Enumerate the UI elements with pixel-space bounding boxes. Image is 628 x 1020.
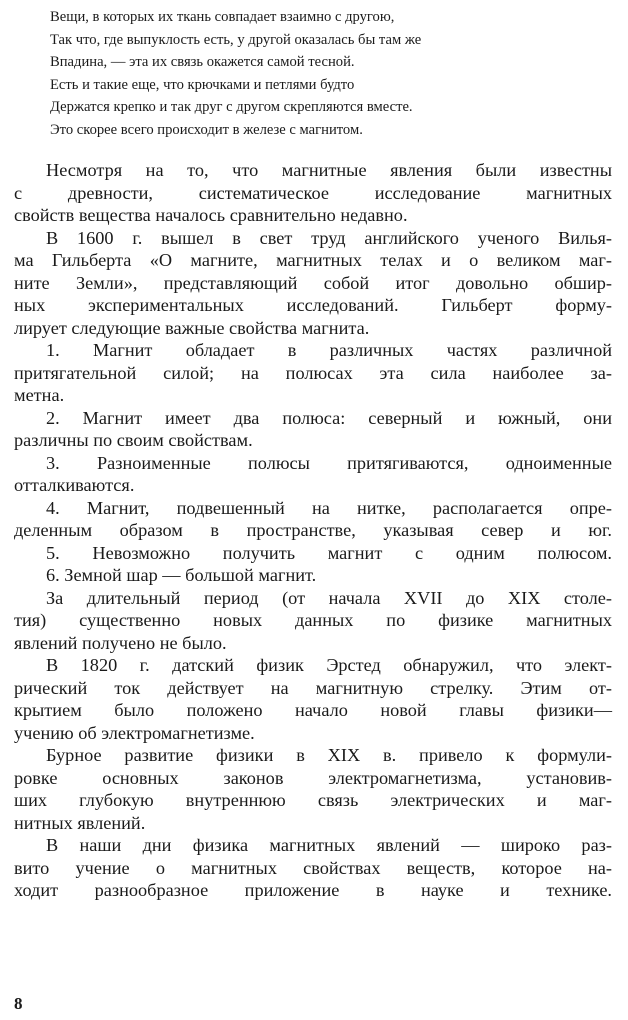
text-line: 3. Разноименные полюсы притягиваются, одноименные bbox=[46, 452, 612, 473]
text-line: 2. Магнит имеет два полюса: северный и южный, они bbox=[46, 407, 612, 428]
paragraph-gilbert bbox=[14, 227, 612, 340]
text-line: ных экспериментальных исследований. Гильберт форму- bbox=[14, 295, 612, 315]
paragraph-modern bbox=[14, 834, 612, 902]
paragraph-intro bbox=[14, 159, 612, 227]
list-item-1 bbox=[14, 339, 612, 407]
text-line: тия) существенно новых данных по физике магнитных bbox=[14, 610, 612, 630]
text-line: различны по своим свойствам. bbox=[14, 430, 253, 450]
text-line: явлений получено не было. bbox=[14, 632, 227, 653]
poem-line: Впадина, — эта их связь окажется самой тесной. bbox=[50, 54, 355, 71]
text-line: ровке основных законов электромагнетизма, установив- bbox=[14, 767, 612, 788]
text-line: крытием было положено начало новой главы физики— bbox=[14, 700, 612, 720]
text-line: метна. bbox=[14, 385, 65, 405]
poem-line: Держатся крепко и так друг с другом скрепляются вместе. bbox=[50, 99, 413, 116]
text-line: Несмотря на то, что магнитные явления были известны bbox=[46, 160, 612, 180]
text-line: свойств вещества началось сравнительно недавно. bbox=[14, 205, 408, 225]
text-line: деленным образом в пространстве, указывая север и юг. bbox=[14, 520, 612, 540]
text-line: учению об электромагнетизме. bbox=[14, 722, 255, 743]
list-item-6 bbox=[14, 564, 612, 587]
text-line: Бурное развитие физики в XIX в. привело к формули- bbox=[46, 745, 612, 765]
text-line: В 1600 г. вышел в свет труд английского ученого Вилья- bbox=[46, 227, 612, 248]
epigraph-poem bbox=[50, 6, 610, 142]
text-line: ших глубокую внутреннюю связь электрических и маг- bbox=[14, 790, 612, 810]
text-line: 1. Магнит обладает в различных частях различной bbox=[46, 340, 612, 360]
list-item-5 bbox=[14, 542, 612, 565]
text-line: отталкиваются. bbox=[14, 475, 135, 495]
text-line: притягательной силой; на полюсах эта сила наиболее за- bbox=[14, 362, 612, 383]
list-item-3 bbox=[14, 452, 612, 497]
text-line: ма Гильберта «О магните, магнитных телах и о великом маг- bbox=[14, 250, 612, 270]
text-line: 5. Невозможно получить магнит с одним полюсом. bbox=[46, 542, 612, 563]
text-line: ните Земли», представляющий собой итог довольно обшир- bbox=[14, 272, 612, 293]
poem-line: Есть и такие еще, что крючками и петлями будто bbox=[50, 76, 355, 93]
poem-line: Так что, где выпуклость есть, у другой оказалась бы там же bbox=[50, 31, 422, 48]
page-number: 8 bbox=[14, 994, 23, 1013]
paragraph-period bbox=[14, 587, 612, 655]
poem-line: Это скорее всего происходит в железе с магнитом. bbox=[50, 121, 363, 138]
text-line: вито учение о магнитных свойствах веществ, которое на- bbox=[14, 857, 612, 878]
text-line: За длительный период (от начала XVII до XIX столе- bbox=[46, 587, 612, 608]
text-line: лирует следующие важные свойства магнита. bbox=[14, 317, 370, 338]
text-line: ходит разнообразное приложение в науке и технике. bbox=[14, 880, 612, 900]
list-item-4 bbox=[14, 497, 612, 542]
text-line: нитных явлений. bbox=[14, 812, 146, 833]
paragraph-19th-century bbox=[14, 744, 612, 834]
main-text bbox=[14, 159, 612, 902]
text-line: рический ток действует на магнитную стрелку. Этим от- bbox=[14, 677, 612, 698]
list-item-2 bbox=[14, 407, 612, 452]
poem-line: Вещи, в которых их ткань совпадает взаимно с другою, bbox=[50, 9, 395, 25]
text-line: с древности, систематическое исследование магнитных bbox=[14, 182, 612, 203]
text-line: В наши дни физика магнитных явлений — широко раз- bbox=[46, 835, 612, 855]
text-line: 4. Магнит, подвешенный на нитке, располагается опре- bbox=[46, 497, 612, 518]
text-line: В 1820 г. датский физик Эрстед обнаружил, что элект- bbox=[46, 655, 612, 675]
text-line: 6. Земной шар — большой магнит. bbox=[46, 565, 317, 585]
paragraph-oersted bbox=[14, 654, 612, 744]
